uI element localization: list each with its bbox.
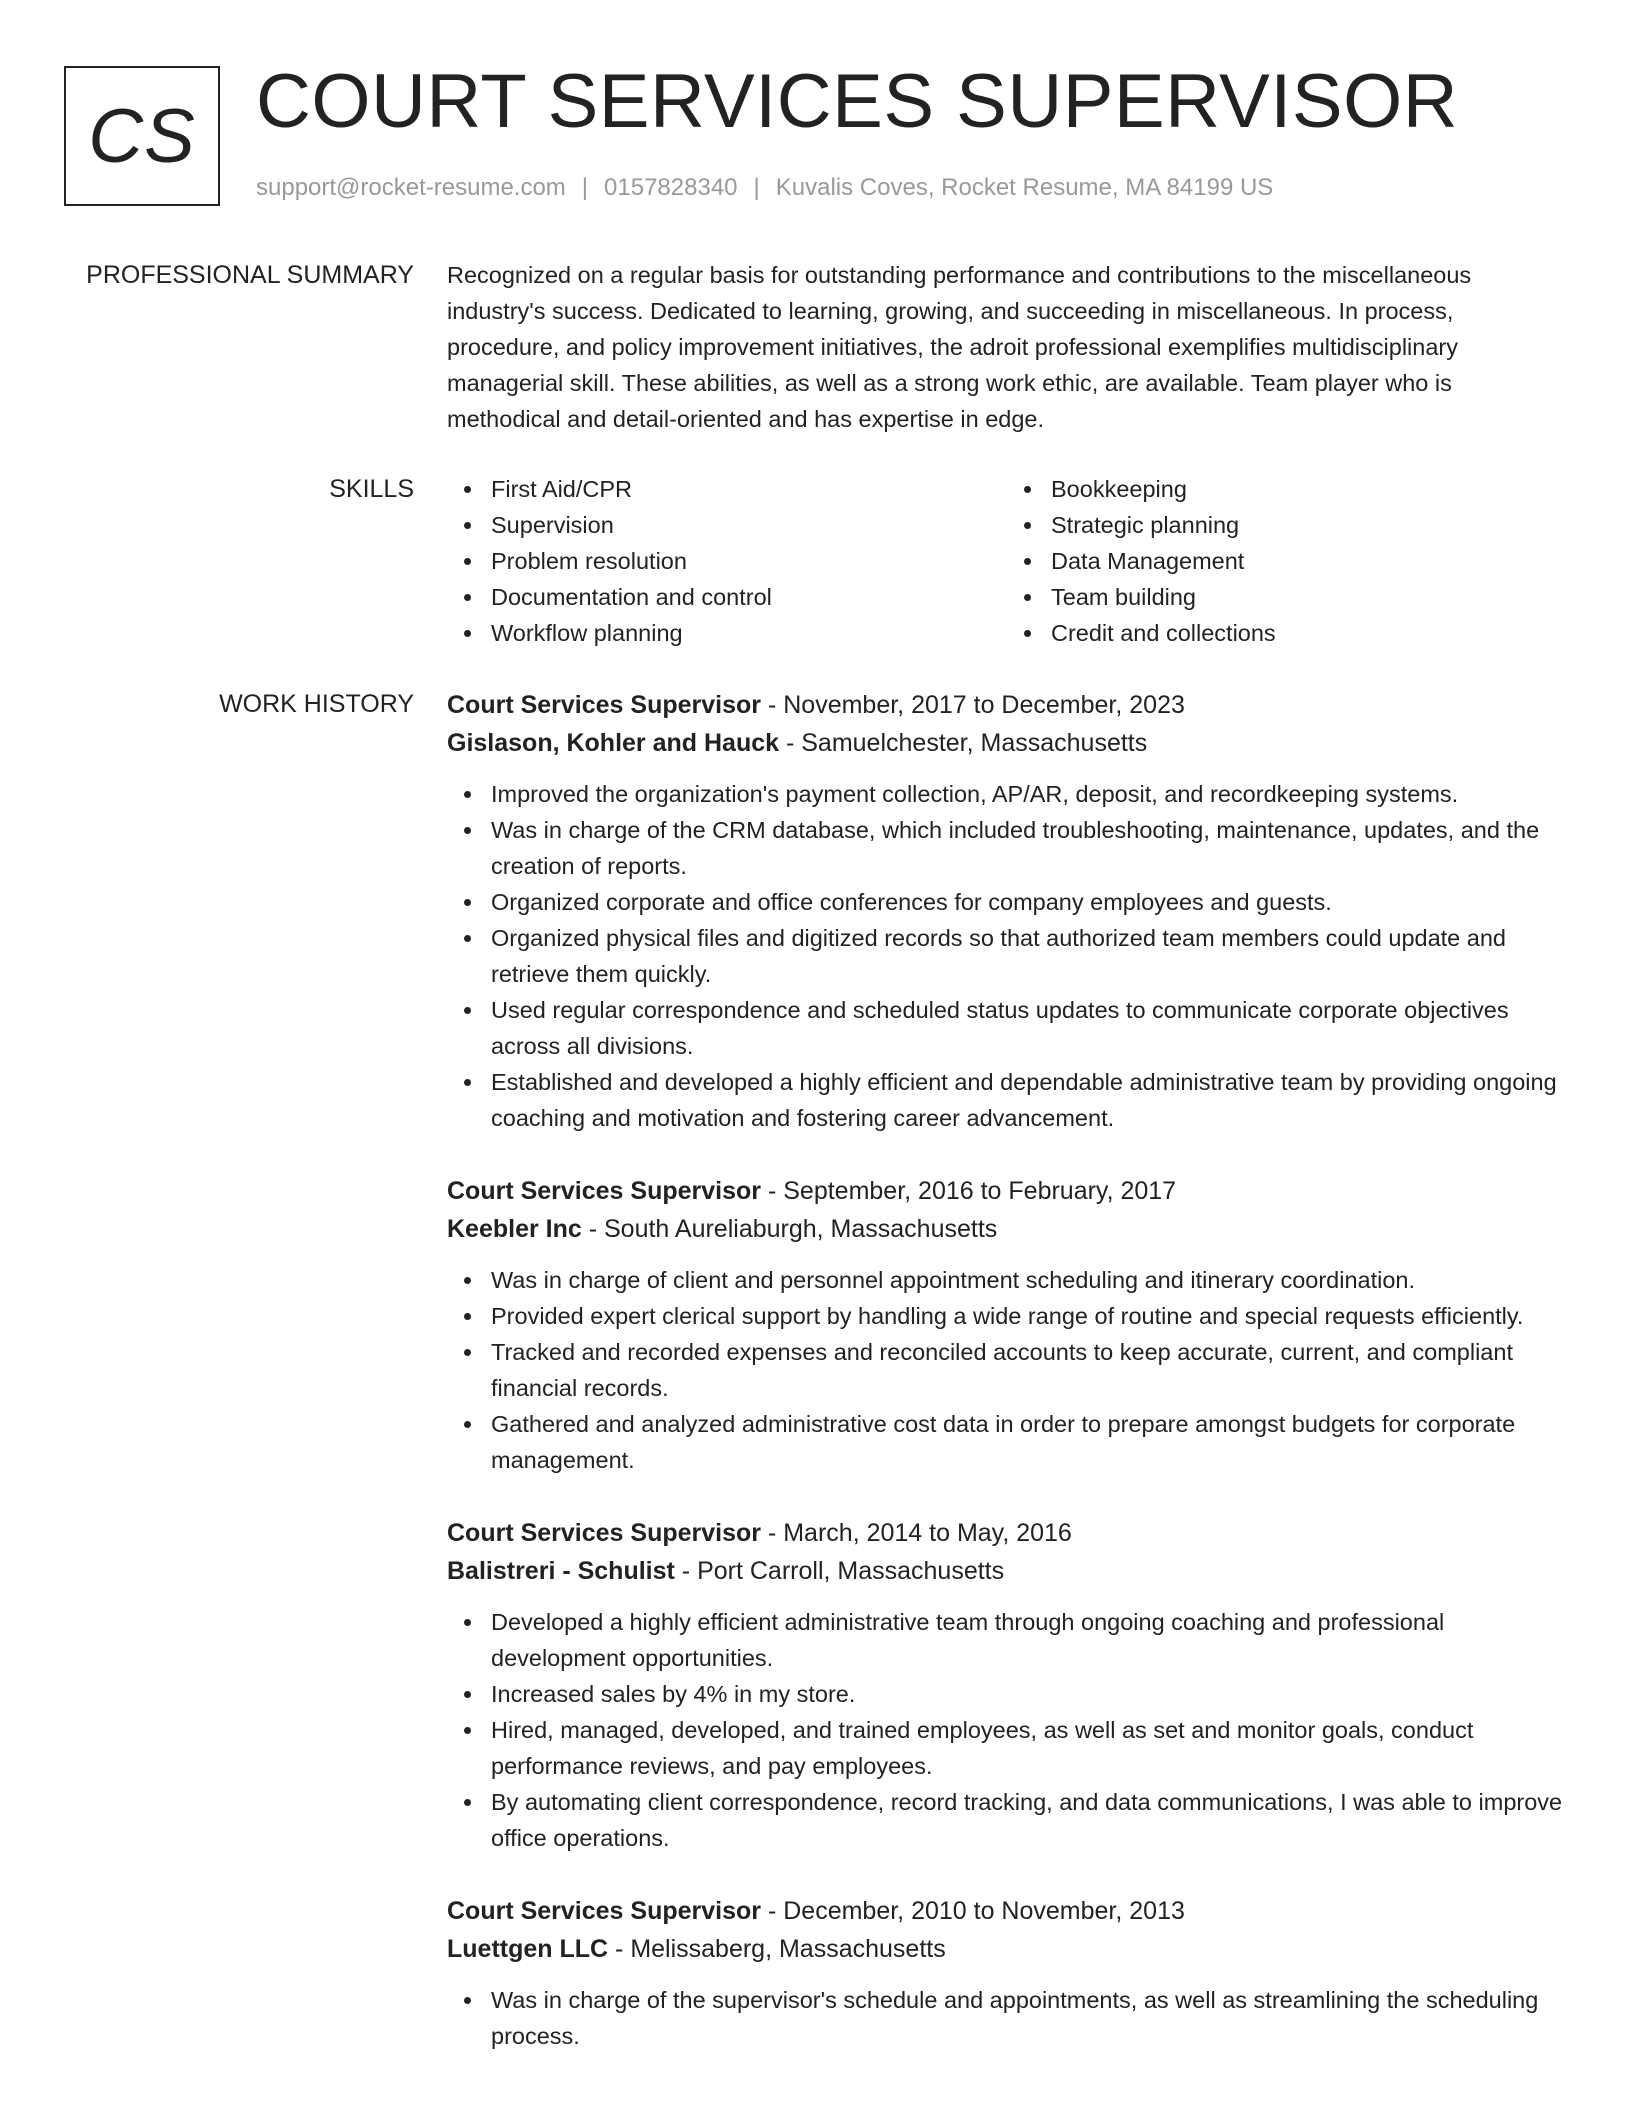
job-location: Samuelchester, Massachusetts (801, 729, 1148, 757)
job-bullet: Tracked and recorded expenses and reconciled accounts to keep accurate, current, and compliant financial records. (491, 1334, 1567, 1406)
job-bullet: Hired, managed, developed, and trained employees, as well as set and monitor goals, conduct performance reviews, and pay employees. (491, 1712, 1567, 1784)
job-bullet: Gathered and analyzed administrative cost data in order to prepare amongst budgets for corporate management. (491, 1406, 1567, 1478)
job-title: Court Services Supervisor (447, 1519, 762, 1547)
skill-item: Team building (1051, 579, 1567, 615)
skills-heading: SKILLS (329, 475, 414, 503)
job-bullet: Organized physical files and digitized records so that authorized team members could update and retrieve them quickly. (491, 920, 1567, 992)
job-entry (447, 1172, 1567, 1478)
skill-item: Problem resolution (491, 543, 1007, 579)
job-title-line: Court Services Supervisor - December, 2010 to November, 2013 (447, 1897, 1185, 1925)
contact-address: Kuvalis Coves, Rocket Resume, MA 84199 US (775, 174, 1274, 201)
job-company: Gislason, Kohler and Hauck (447, 729, 780, 757)
job-title: Court Services Supervisor (447, 1177, 762, 1205)
job-bullet: Established and developed a highly efficient and dependable administrative team by providing ongoing coaching and motivation and fostering career advancement. (491, 1064, 1567, 1136)
skill-item: Workflow planning (491, 615, 1007, 651)
job-title: Court Services Supervisor (447, 1897, 762, 1925)
contact-email: support@rocket-resume.com (256, 174, 566, 201)
job-bullet: Was in charge of the supervisor's schedule and appointments, as well as streamlining the scheduling process. (491, 1982, 1567, 2054)
job-entry (447, 1892, 1567, 2054)
job-company-line: Gislason, Kohler and Hauck - Samuelchester, Massachusetts (447, 729, 1148, 757)
skill-item: Supervision (491, 507, 1007, 543)
summary-body (447, 257, 1567, 437)
contact-phone: 0157828340 (604, 174, 738, 201)
contact-separator: | (581, 174, 589, 201)
job-entry (447, 686, 1567, 1136)
skill-item: First Aid/CPR (491, 471, 1007, 507)
job-company-line: Luettgen LLC - Melissaberg, Massachusetts (447, 1935, 946, 1963)
skills-column-left (447, 471, 1007, 651)
work-history-heading: WORK HISTORY (219, 690, 414, 718)
resume-title: COURT SERVICES SUPERVISOR (256, 59, 1459, 144)
job-bullets (447, 1262, 1567, 1478)
job-title-line: Court Services Supervisor - March, 2014 to May, 2016 (447, 1519, 1072, 1547)
job-location: Port Carroll, Massachusetts (697, 1557, 1005, 1585)
monogram-box (64, 66, 220, 206)
job-bullet: Developed a highly efficient administrative team through ongoing coaching and professional development opportunities. (491, 1604, 1567, 1676)
job-bullet: Was in charge of client and personnel appointment scheduling and itinerary coordination. (491, 1262, 1567, 1298)
job-title-line: Court Services Supervisor - September, 2016 to February, 2017 (447, 1177, 1177, 1205)
job-company-line: Keebler Inc - South Aureliaburgh, Massachusetts (447, 1215, 998, 1243)
job-bullet: Used regular correspondence and scheduled status updates to communicate corporate objectives across all divisions. (491, 992, 1567, 1064)
job-bullet: By automating client correspondence, record tracking, and data communications, I was able to improve office operations. (491, 1784, 1567, 1856)
work-history-body (447, 686, 1567, 2090)
skills-body (447, 471, 1567, 651)
skill-item: Strategic planning (1051, 507, 1567, 543)
job-title: Court Services Supervisor (447, 691, 762, 719)
job-dates: December, 2010 to November, 2013 (783, 1897, 1185, 1925)
job-dates: September, 2016 to February, 2017 (783, 1177, 1177, 1205)
job-bullet: Increased sales by 4% in my store. (491, 1676, 1567, 1712)
job-bullet: Improved the organization's payment collection, AP/AR, deposit, and recordkeeping systems. (491, 776, 1567, 812)
job-location: Melissaberg, Massachusetts (630, 1935, 946, 1963)
summary-heading: PROFESSIONAL SUMMARY (86, 261, 414, 289)
job-company: Balistreri - Schulist (447, 1557, 675, 1585)
initials: CS (88, 93, 196, 179)
job-dates: November, 2017 to December, 2023 (783, 691, 1185, 719)
job-company-line: Balistreri - Schulist - Port Carroll, Massachusetts (447, 1557, 1005, 1585)
job-company: Keebler Inc (447, 1215, 582, 1243)
skill-item: Documentation and control (491, 579, 1007, 615)
job-entry (447, 1514, 1567, 1856)
skill-item: Credit and collections (1051, 615, 1567, 651)
job-bullet: Organized corporate and office conferences for company employees and guests. (491, 884, 1567, 920)
skill-item: Bookkeeping (1051, 471, 1567, 507)
job-location: South Aureliaburgh, Massachusetts (604, 1215, 998, 1243)
job-bullets (447, 1982, 1567, 2054)
skill-item: Data Management (1051, 543, 1567, 579)
job-bullet: Provided expert clerical support by handling a wide range of routine and special requests efficiently. (491, 1298, 1567, 1334)
contact-separator: | (753, 174, 760, 201)
summary-text: Recognized on a regular basis for outstanding performance and contributions to the miscellaneous industry's success. Dedicated to learning, growing, and succeeding in miscellaneous. In process, procedure, and policy improvement initiatives, the adroit professional exemplifies multidisciplinary managerial skill. These abilities, as well as a strong work ethic, are available. Team player who is methodical and detail-oriented and has expertise in edge. (447, 262, 1472, 432)
job-dates: March, 2014 to May, 2016 (783, 1519, 1072, 1547)
contact-line (256, 174, 1273, 202)
job-title-line: Court Services Supervisor - November, 2017 to December, 2023 (447, 691, 1185, 719)
job-bullet: Was in charge of the CRM database, which included troubleshooting, maintenance, updates, and the creation of reports. (491, 812, 1567, 884)
job-bullets (447, 1604, 1567, 1856)
job-bullets (447, 776, 1567, 1136)
job-company: Luettgen LLC (447, 1935, 609, 1963)
skills-grid (447, 471, 1567, 651)
skills-column-right (1007, 471, 1567, 651)
